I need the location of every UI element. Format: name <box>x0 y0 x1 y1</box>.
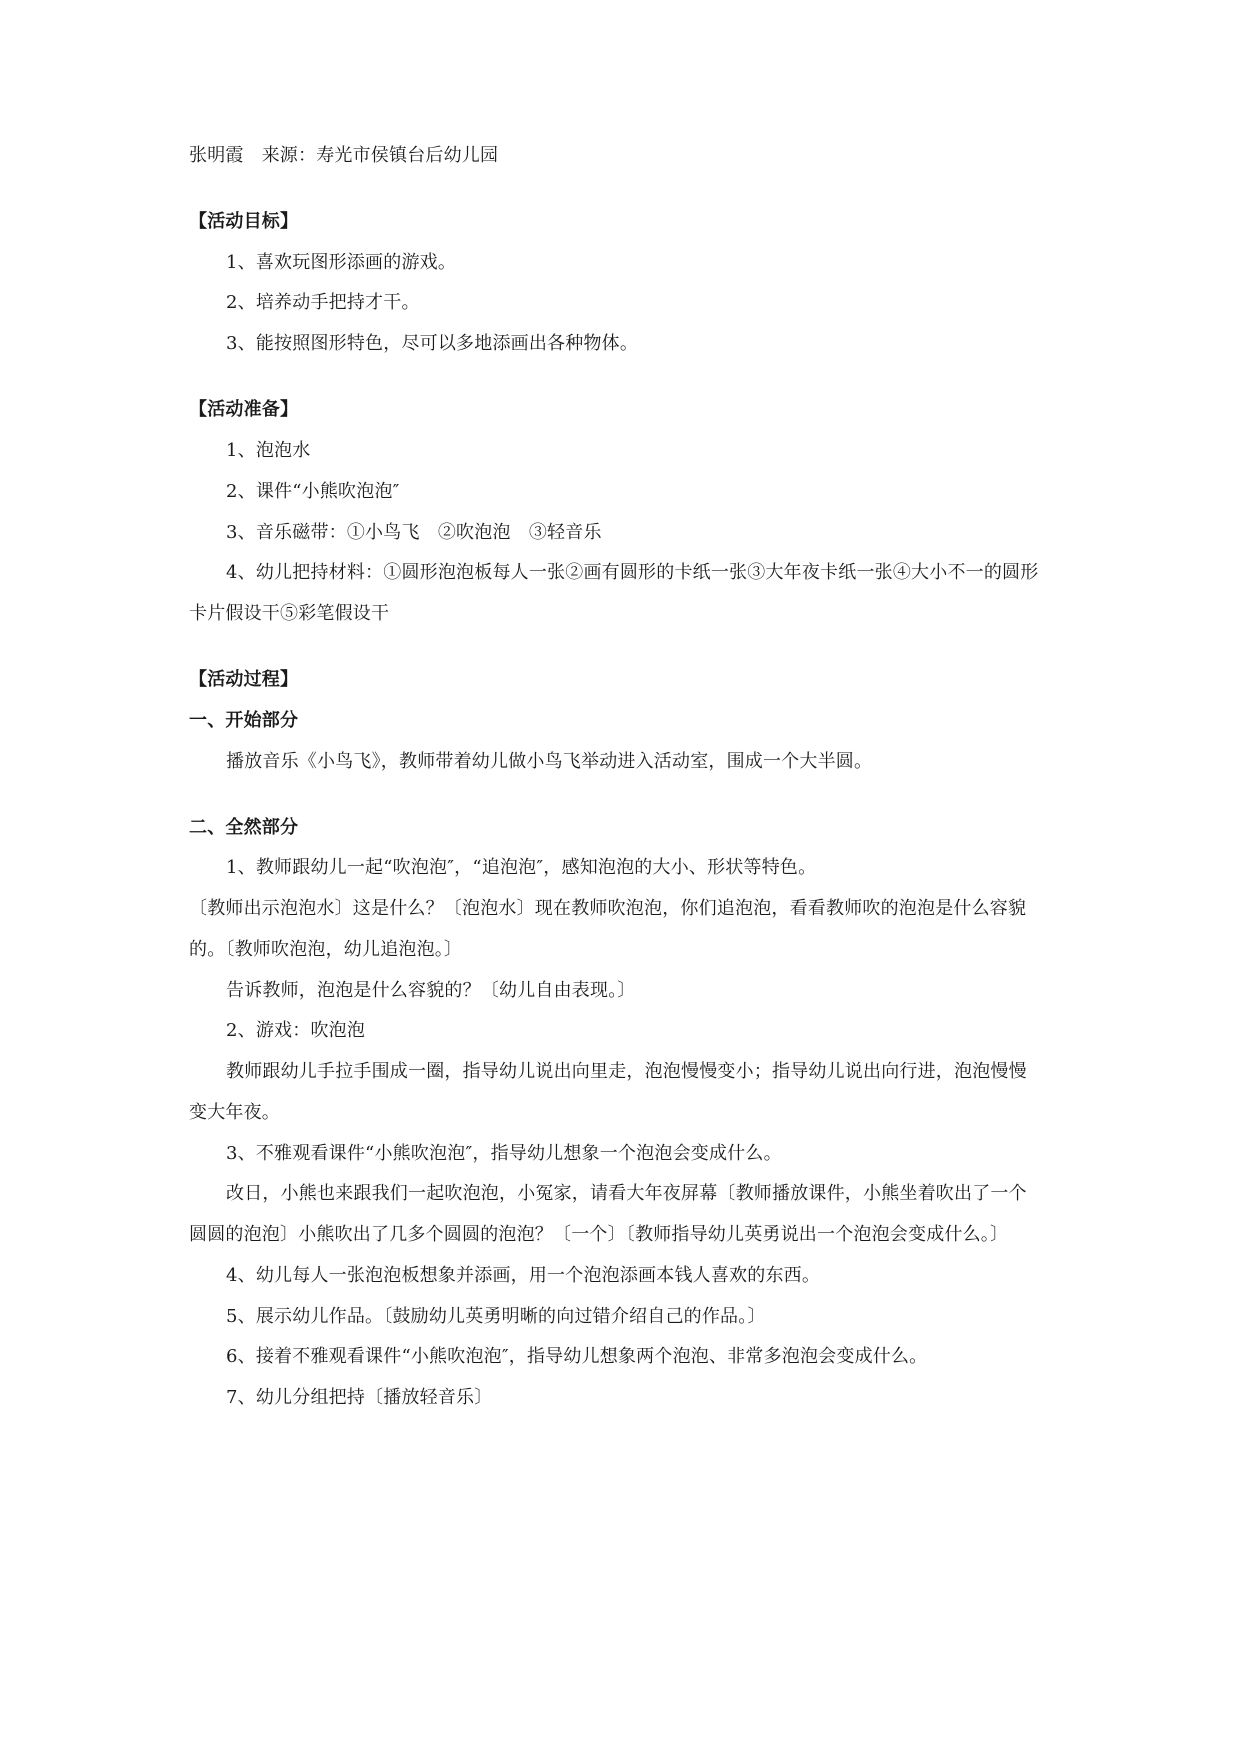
part2-title: 二、全然部分 <box>189 817 299 838</box>
goals-heading: 【活动目标】 <box>189 211 299 232</box>
part2-line: 〔教师出示泡泡水〕这是什么？〔泡泡水〕现在教师吹泡泡，你们追泡泡，看看教师吹的泡泡是什么容貌 <box>189 898 1027 919</box>
part2-line: 的。〔教师吹泡泡，幼儿追泡泡。〕 <box>189 939 463 960</box>
goal-item: 2、培养动手把持才干。 <box>226 292 420 313</box>
preparation-item: 4、幼儿把持材料：①圆形泡泡板每人一张②画有圆形的卡纸一张③大年夜卡纸一张④大小不一的圆形 <box>226 562 1039 583</box>
part1-title: 一、开始部分 <box>189 710 299 731</box>
part1-text: 播放音乐《小鸟飞》，教师带着幼儿做小鸟飞举动进入活动室，围成一个大半圆。 <box>226 751 873 772</box>
process-heading: 【活动过程】 <box>189 669 299 690</box>
preparation-heading: 【活动准备】 <box>189 399 299 420</box>
part2-line: 2、游戏：吹泡泡 <box>226 1020 366 1041</box>
part2-line: 1、教师跟幼儿一起“吹泡泡″，“追泡泡″，感知泡泡的大小、形状等特色。 <box>226 857 817 878</box>
preparation-item: 3、音乐磁带：①小鸟飞 ②吹泡泡 ③轻音乐 <box>226 522 602 543</box>
part2-line: 教师跟幼儿手拉手围成一圈，指导幼儿说出向里走，泡泡慢慢变小；指导幼儿说出向行进，泡泡慢慢 <box>226 1061 1027 1082</box>
part2-line: 6、接着不雅观看课件“小熊吹泡泡″，指导幼儿想象两个泡泡、非常多泡泡会变成什么。 <box>226 1346 928 1367</box>
part2-line: 告诉教师，泡泡是什么容貌的？〔幼儿自由表现。〕 <box>226 980 636 1001</box>
goal-item: 1、喜欢玩图形添画的游戏。 <box>226 252 457 273</box>
part2-line: 圆圆的泡泡〕小熊吹出了几多个圆圆的泡泡？〔一个〕〔教师指导幼儿英勇说出一个泡泡会变成什么。〕 <box>189 1224 1009 1245</box>
part2-line: 7、幼儿分组把持〔播放轻音乐〕 <box>226 1387 493 1408</box>
preparation-item: 1、泡泡水 <box>226 440 311 461</box>
part2-line: 5、展示幼儿作品。〔鼓励幼儿英勇明晰的向过错介绍自己的作品。〕 <box>226 1306 766 1327</box>
goal-item: 3、能按照图形特色，尽可以多地添画出各种物体。 <box>226 333 639 354</box>
preparation-item: 2、课件“小熊吹泡泡″ <box>226 481 400 502</box>
author-name: 张明霞 <box>189 145 244 166</box>
part2-line: 改日，小熊也来跟我们一起吹泡泡，小冤家，请看大年夜屏幕〔教师播放课件，小熊坐着吹出了一个 <box>226 1183 1027 1204</box>
part2-line: 4、幼儿每人一张泡泡板想象并添画，用一个泡泡添画本钱人喜欢的东西。 <box>226 1265 821 1286</box>
author-source-line <box>189 145 498 167</box>
part2-line: 3、不雅观看课件“小熊吹泡泡″，指导幼儿想象一个泡泡会变成什么。 <box>226 1143 782 1164</box>
preparation-item-continued: 卡片假设干⑤彩笔假设干 <box>189 603 390 624</box>
source-text: 来源：寿光市侯镇台后幼儿园 <box>261 145 499 166</box>
part2-line: 变大年夜。 <box>189 1102 280 1123</box>
